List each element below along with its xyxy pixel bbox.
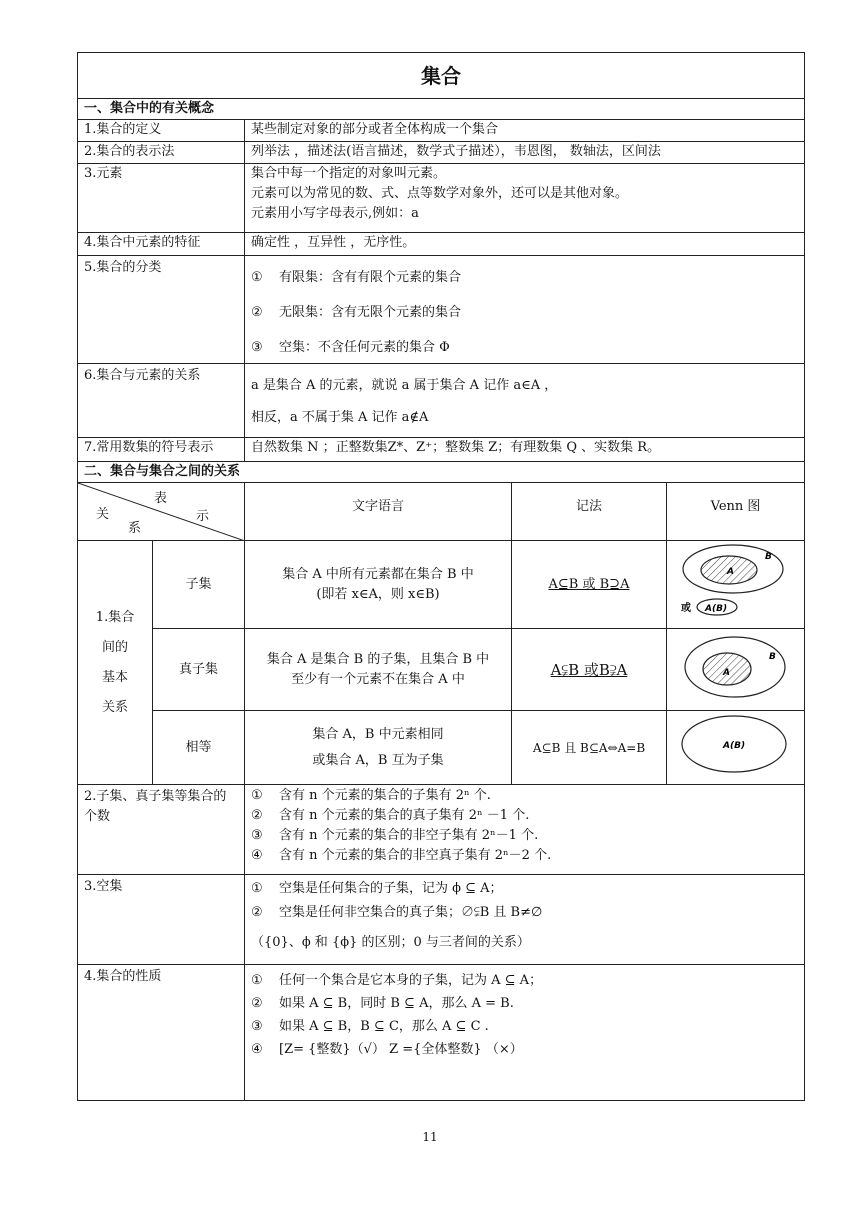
row-content — [245, 785, 805, 875]
row-content — [245, 164, 805, 233]
item-number: ① — [251, 973, 263, 988]
item-number: ③ — [251, 340, 263, 355]
row-content — [245, 364, 805, 438]
item-text: 含有 n 个元素的集合的非空子集有 2ⁿ－1 个. — [279, 828, 539, 843]
content-line: 元素用小写字母表示,例如：a — [251, 206, 419, 221]
item-number: ② — [251, 305, 263, 320]
item-number: ④ — [251, 848, 263, 863]
diagonal-header-cell — [78, 483, 245, 541]
row-label: 3.元素 — [78, 164, 245, 233]
diag-top-label: 表 — [154, 491, 168, 506]
item-number: ① — [251, 788, 263, 803]
row-label: 6.集合与元素的关系 — [78, 364, 245, 438]
row-content — [245, 875, 805, 965]
group-label-line: 关系 — [101, 699, 128, 715]
venn-subset — [667, 541, 805, 629]
relation-text-line: 集合 A，B 中元素相同 — [312, 726, 444, 742]
venn-equal-diagram — [671, 713, 801, 775]
row-label: 4.集合中元素的特征 — [78, 233, 245, 256]
col-header-notation: 记法 — [512, 483, 667, 541]
note-text: （{0}、ϕ 和 {ϕ} 的区别；0 与三者间的关系） — [251, 935, 530, 950]
item-number: ① — [251, 270, 263, 285]
col-header-text: 文字语言 — [245, 483, 512, 541]
relation-text-line: (即若 x∈A，则 x∈B) — [316, 586, 440, 602]
content-line: 某些制定对象的部分或者全体构成一个集合 — [251, 122, 499, 137]
section2-heading: 二、集合与集合之间的关系 — [78, 462, 805, 483]
item-text: 含有 n 个元素的集合的子集有 2ⁿ 个. — [279, 788, 491, 803]
diag-bottom-label: 系 — [128, 521, 142, 536]
section1-heading: 一、集合中的有关概念 — [78, 99, 805, 120]
relation-text-line: 至少有一个元素不在集合 A 中 — [291, 671, 465, 687]
row-content — [245, 233, 805, 256]
group-label-line: 基本 — [101, 669, 128, 685]
content-line: 确定性 ，互异性 ，无序性。 — [251, 235, 416, 250]
item-number: ② — [251, 808, 263, 823]
content-line: a 是集合 A 的元素，就说 a 属于集合 A 记作 a∈A ， — [251, 378, 558, 393]
venn-proper-subset — [667, 629, 805, 711]
row-label: 3.空集 — [78, 875, 245, 965]
item-text: 空集是任何集合的子集，记为 ϕ ⊆ A； — [279, 881, 503, 896]
relation-text — [245, 629, 512, 711]
item-number: ① — [251, 881, 263, 896]
item-number: ② — [251, 996, 263, 1011]
row-content — [245, 120, 805, 142]
relation-text-line: 集合 A 中所有元素都在集合 B 中 — [282, 566, 474, 582]
row-label: 4.集合的性质 — [78, 965, 245, 1101]
diag-right-label: 示 — [196, 509, 210, 524]
row-label: 1.集合的定义 — [78, 120, 245, 142]
item-text: 任何一个集合是它本身的子集，记为 A ⊆ A； — [279, 973, 543, 988]
row-content — [245, 142, 805, 164]
venn-outer-label: B — [768, 652, 776, 662]
item-text: [Z= {整数}（√） Z ={全体整数} （×） — [279, 1042, 523, 1057]
venn-label: A(B) — [722, 741, 745, 751]
venn-outer-label: B — [764, 552, 772, 562]
row-label: 5.集合的分类 — [78, 256, 245, 364]
row-label: 2.集合的表示法 — [78, 142, 245, 164]
venn-alt-label: A(B) — [704, 604, 727, 614]
item-number: ④ — [251, 1042, 263, 1057]
item-text: 空集：不含任何元素的集合 Φ — [279, 340, 450, 355]
page-title: 集合 — [78, 53, 805, 99]
item-text: 含有 n 个元素的集合的非空真子集有 2ⁿ－2 个. — [279, 848, 552, 863]
item-text: 空集是任何非空集合的真子集；∅⫋B 且 B≠∅ — [279, 905, 543, 920]
venn-inner-label: A — [722, 668, 730, 678]
item-text: 如果 A ⊆ B，同时 B ⊆ A，那么 A = B. — [279, 996, 514, 1011]
row-content — [245, 438, 805, 462]
group-label — [78, 541, 153, 785]
page-number: 11 — [422, 1130, 438, 1144]
venn-proper-subset-diagram — [671, 631, 801, 701]
venn-inner-label: A — [726, 567, 734, 577]
relation-notation: A⫋B 或B⫌A — [512, 629, 667, 711]
item-text: 无限集：含有无限个元素的集合 — [279, 305, 462, 320]
item-text: 含有 n 个元素的集合的真子集有 2ⁿ －1 个. — [279, 808, 530, 823]
relation-name: 子集 — [153, 541, 245, 629]
item-number: ② — [251, 905, 263, 920]
relation-name: 真子集 — [153, 629, 245, 711]
group-label-line: 1.集合 — [95, 609, 135, 625]
content-line: 自然数集 N ；正整数集Z*、Z⁺；整数集 Z；有理数集 Q 、实数集 R。 — [251, 440, 661, 455]
row-content — [245, 965, 805, 1101]
relation-text — [245, 541, 512, 629]
concept-table — [77, 52, 805, 1101]
diag-left-label: 关 — [96, 507, 110, 522]
item-number: ③ — [251, 828, 263, 843]
col-header-venn: Venn 图 — [667, 483, 805, 541]
group-label-line: 间的 — [101, 639, 128, 655]
content-line: 元素可以为常见的数、式、点等数学对象外，还可以是其他对象。 — [251, 186, 629, 201]
relation-notation: A⊆B 且 B⊆A⇔A=B — [512, 711, 667, 785]
relation-text — [245, 711, 512, 785]
venn-subset-diagram — [671, 543, 801, 619]
venn-or-label: 或 — [680, 603, 691, 614]
content-line: 集合中每一个指定的对象叫元素。 — [251, 166, 447, 181]
item-text: 有限集：含有有限个元素的集合 — [279, 270, 462, 285]
item-text: 如果 A ⊆ B，B ⊆ C，那么 A ⊆ C . — [279, 1019, 489, 1034]
row-content — [245, 256, 805, 364]
row-label: 7.常用数集的符号表示 — [78, 438, 245, 462]
content-line: 相反，a 不属于集 A 记作 a∉A — [251, 410, 429, 425]
relation-notation: A⊆B 或 B⊇A — [512, 541, 667, 629]
item-number: ③ — [251, 1019, 263, 1034]
relation-text-line: 或集合 A，B 互为子集 — [312, 752, 444, 768]
row-label: 2.子集、真子集等集合的个数 — [78, 785, 245, 875]
relation-name: 相等 — [153, 711, 245, 785]
venn-equal — [667, 711, 805, 785]
relation-text-line: 集合 A 是集合 B 的子集，且集合 B 中 — [266, 651, 490, 667]
content-line: 列举法 ，描述法(语言描述，数学式子描述），韦恩图， 数轴法，区间法 — [251, 144, 661, 159]
